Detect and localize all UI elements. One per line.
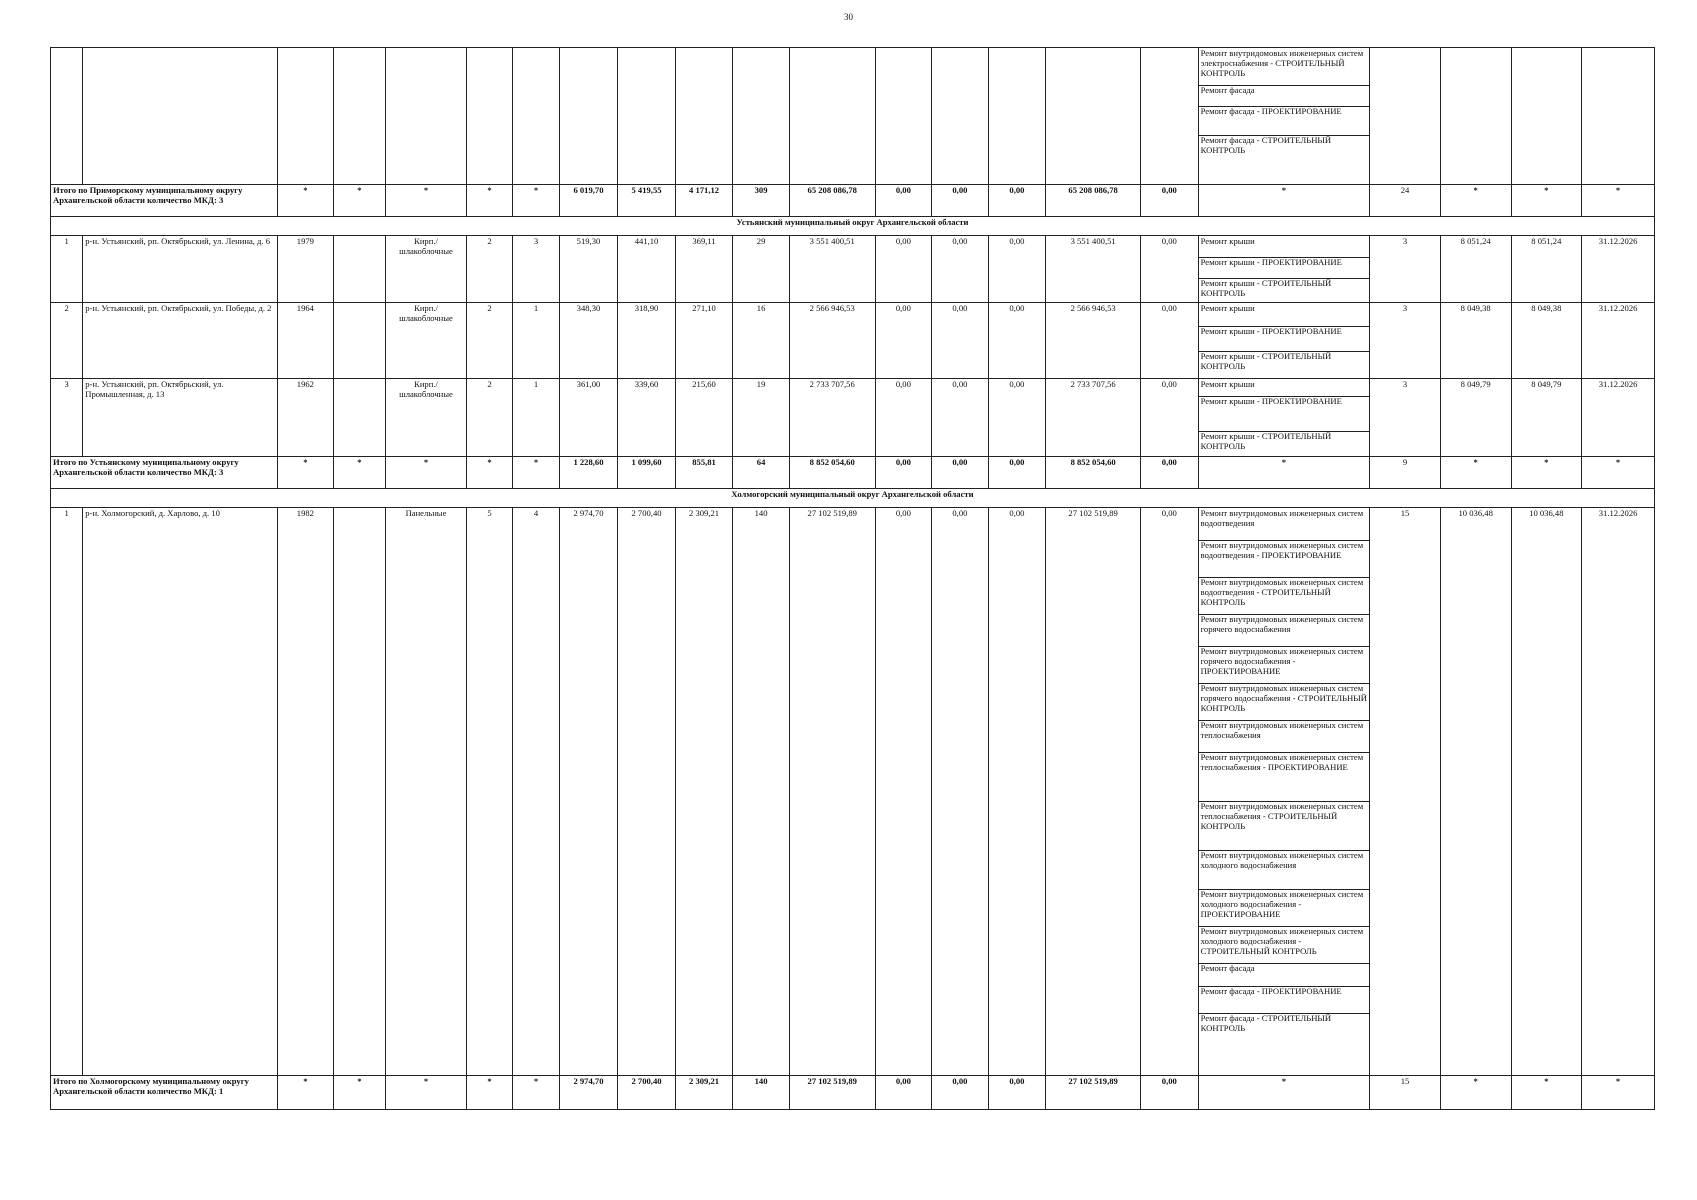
private-area: 4 171,12 [675, 185, 733, 217]
star-cell: * [1511, 457, 1582, 489]
total-row-ustyansky [51, 457, 1655, 489]
residents: 16 [733, 303, 790, 379]
unit-cost: 8 049,38 [1440, 303, 1511, 379]
work-item: Ремонт внутридомовых инженерных систем горячего водоснабжения - СТРОИТЕЛЬНЫЙ КОНТРОЛЬ [1199, 684, 1370, 721]
work-item: Ремонт внутридомовых инженерных систем холодного водоснабжения [1199, 851, 1370, 890]
star-cell: * [1440, 185, 1511, 217]
private-area: 369,11 [675, 236, 733, 303]
entrances: 3 [513, 236, 559, 303]
work-item: Ремонт крыши - ПРОЕКТИРОВАНИЕ [1199, 327, 1370, 352]
work-item: Ремонт крыши - СТРОИТЕЛЬНЫЙ КОНТРОЛЬ [1200, 431, 1332, 451]
work-item: Ремонт внутридомовых инженерных систем теплоснабжения - СТРОИТЕЛЬНЫЙ КОНТРОЛЬ [1199, 802, 1370, 851]
deadline: 31.12.2026 [1582, 508, 1655, 1076]
house-row [51, 236, 1655, 303]
total-area: 1 228,60 [559, 457, 618, 489]
star-cell: * [1198, 457, 1370, 489]
living-area: 2 700,40 [618, 1076, 676, 1110]
private-area: 2 309,21 [675, 508, 733, 1076]
unit-cost: 8 051,24 [1440, 236, 1511, 303]
cost: 2 733 707,56 [789, 379, 875, 457]
amount: 0,00 [1141, 508, 1199, 1076]
year: 1962 [278, 379, 334, 457]
residents: 309 [733, 185, 790, 217]
star-cell: * [333, 185, 385, 217]
amount: 0,00 [988, 236, 1046, 303]
total-area: 6 019,70 [559, 185, 618, 217]
residents: 19 [733, 379, 790, 457]
amount: 0,00 [932, 457, 989, 489]
work-item: Ремонт фасада - СТРОИТЕЛЬНЫЙ КОНТРОЛЬ [1200, 135, 1332, 155]
work-item: Ремонт фасада [1199, 86, 1370, 107]
residents: 140 [733, 508, 790, 1076]
amount: 0,00 [932, 508, 989, 1076]
cost: 65 208 086,78 [1046, 185, 1141, 217]
star-cell: * [386, 1076, 467, 1110]
amount: 0,00 [988, 508, 1046, 1076]
total-label: Итого по Устьянскому муниципальному округу Архангельской области количество МКД: 3 [51, 457, 278, 489]
unit-cost: 8 049,79 [1440, 379, 1511, 457]
work-item: Ремонт внутридомовых инженерных систем водоотведения - СТРОИТЕЛЬНЫЙ КОНТРОЛЬ [1199, 578, 1370, 615]
row-number: 3 [51, 379, 83, 457]
private-area: 271,10 [675, 303, 733, 379]
amount: 0,00 [875, 236, 932, 303]
year: 1964 [278, 303, 334, 379]
total-area: 519,30 [559, 236, 618, 303]
floors: 2 [466, 303, 512, 379]
total-label: Итого по Приморскому муниципальному округу Архангельской области количество МКД: 3 [51, 185, 278, 217]
page-number: 30 [844, 12, 853, 22]
work-item: Ремонт крыши - ПРОЕКТИРОВАНИЕ [1199, 397, 1370, 432]
work-item: Ремонт крыши [1199, 380, 1370, 397]
address: р-н. Устьянский, рп. Октябрьский, ул. Ленина, д. 6 [83, 236, 278, 303]
private-area: 855,81 [675, 457, 733, 489]
star-cell: * [1198, 1076, 1370, 1110]
works-cell [1198, 48, 1370, 185]
work-item: Ремонт внутридомовых инженерных систем холодного водоснабжения - ПРОЕКТИРОВАНИЕ [1199, 890, 1370, 927]
star-cell: * [1582, 1076, 1655, 1110]
star-cell: * [1582, 457, 1655, 489]
works-count: 24 [1370, 185, 1441, 217]
section-header [51, 489, 1655, 508]
works-count: 15 [1370, 508, 1441, 1076]
section-title: Устьянский муниципальный округ Архангельской области [51, 217, 1655, 236]
amount: 0,00 [932, 1076, 989, 1110]
row-number: 1 [51, 236, 83, 303]
star-cell: * [1440, 457, 1511, 489]
repair-register-table [50, 47, 1655, 1110]
house-row [51, 303, 1655, 379]
residents: 64 [733, 457, 790, 489]
residents: 140 [733, 1076, 790, 1110]
star-cell: * [333, 1076, 385, 1110]
house-row [51, 379, 1655, 457]
amount: 0,00 [988, 185, 1046, 217]
cost: 2 566 946,53 [1046, 303, 1141, 379]
deadline: 31.12.2026 [1582, 303, 1655, 379]
star-cell: * [1511, 185, 1582, 217]
total-label: Итого по Холмогорскому муниципальному округу Архангельской области количество МКД: 1 [51, 1076, 278, 1110]
living-area: 2 700,40 [618, 508, 676, 1076]
work-item: Ремонт фасада [1199, 964, 1370, 987]
work-item: Ремонт фасада - ПРОЕКТИРОВАНИЕ [1199, 987, 1370, 1014]
deadline: 31.12.2026 [1582, 379, 1655, 457]
star-cell: * [1440, 1076, 1511, 1110]
work-item: Ремонт крыши - СТРОИТЕЛЬНЫЙ КОНТРОЛЬ [1200, 278, 1332, 298]
star-cell: * [1198, 185, 1370, 217]
star-cell: * [466, 185, 512, 217]
address: р-н. Устьянский, рп. Октябрьский, ул. Промышленная, д. 13 [83, 379, 278, 457]
work-item: Ремонт внутридомовых инженерных систем водоотведения [1199, 509, 1370, 541]
year: 1979 [278, 236, 334, 303]
floors: 2 [466, 379, 512, 457]
total-row-kholmogorsky [51, 1076, 1655, 1110]
house-row [51, 508, 1655, 1076]
star-cell: * [466, 457, 512, 489]
living-area: 318,90 [618, 303, 676, 379]
continuation-row [51, 48, 1655, 185]
section-header [51, 217, 1655, 236]
amount: 0,00 [932, 379, 989, 457]
work-item: Ремонт внутридомовых инженерных систем холодного водоснабжения - СТРОИТЕЛЬНЫЙ КОНТРОЛЬ [1199, 927, 1370, 964]
star-cell: * [1511, 1076, 1582, 1110]
works-cell [1198, 379, 1370, 457]
amount: 0,00 [988, 379, 1046, 457]
total-row-primorsky [51, 185, 1655, 217]
works-cell [1198, 236, 1370, 303]
cost: 3 551 400,51 [789, 236, 875, 303]
work-item: Ремонт внутридомовых инженерных систем горячего водоснабжения - ПРОЕКТИРОВАНИЕ [1199, 647, 1370, 684]
amount: 0,00 [932, 303, 989, 379]
work-item: Ремонт внутридомовых инженерных систем водоотведения - ПРОЕКТИРОВАНИЕ [1199, 541, 1370, 578]
amount: 0,00 [875, 1076, 932, 1110]
work-item: Ремонт внутридомовых инженерных систем теплоснабжения [1199, 721, 1370, 753]
row-number: 1 [51, 508, 83, 1076]
star-cell: * [513, 457, 559, 489]
amount: 0,00 [875, 457, 932, 489]
star-cell: * [466, 1076, 512, 1110]
max-cost: 10 036,48 [1511, 508, 1582, 1076]
floors: 5 [466, 508, 512, 1076]
section-title: Холмогорский муниципальный округ Архангельской области [51, 489, 1655, 508]
work-item: Ремонт внутридомовых инженерных систем электроснабжения - СТРОИТЕЛЬНЫЙ КОНТРОЛЬ [1199, 49, 1370, 86]
cost: 8 852 054,60 [789, 457, 875, 489]
star-cell: * [1582, 185, 1655, 217]
cost: 27 102 519,89 [789, 1076, 875, 1110]
cost: 27 102 519,89 [1046, 1076, 1141, 1110]
star-cell: * [386, 457, 467, 489]
total-area: 348,30 [559, 303, 618, 379]
star-cell: * [386, 185, 467, 217]
work-item: Ремонт крыши [1199, 304, 1370, 327]
amount: 0,00 [1141, 379, 1199, 457]
cost: 2 566 946,53 [789, 303, 875, 379]
amount: 0,00 [1141, 303, 1199, 379]
amount: 0,00 [1141, 236, 1199, 303]
private-area: 215,60 [675, 379, 733, 457]
floors: 2 [466, 236, 512, 303]
total-area: 2 974,70 [559, 1076, 618, 1110]
entrances: 1 [513, 379, 559, 457]
amount: 0,00 [932, 185, 989, 217]
max-cost: 8 051,24 [1511, 236, 1582, 303]
max-cost: 8 049,79 [1511, 379, 1582, 457]
cost: 8 852 054,60 [1046, 457, 1141, 489]
wall-material: Кирп./ шлакоблочные [386, 379, 467, 457]
cost: 27 102 519,89 [1046, 508, 1141, 1076]
star-cell: * [278, 457, 334, 489]
star-cell: * [278, 1076, 334, 1110]
amount: 0,00 [875, 303, 932, 379]
total-area: 2 974,70 [559, 508, 618, 1076]
works-count: 15 [1370, 1076, 1441, 1110]
cost: 65 208 086,78 [789, 185, 875, 217]
works-count: 3 [1370, 303, 1441, 379]
amount: 0,00 [1141, 1076, 1199, 1110]
residents: 29 [733, 236, 790, 303]
row-number: 2 [51, 303, 83, 379]
cost: 3 551 400,51 [1046, 236, 1141, 303]
star-cell: * [513, 185, 559, 217]
living-area: 441,10 [618, 236, 676, 303]
amount: 0,00 [988, 303, 1046, 379]
work-item: Ремонт фасада - ПРОЕКТИРОВАНИЕ [1199, 107, 1370, 136]
work-item: Ремонт внутридомовых инженерных систем теплоснабжения - ПРОЕКТИРОВАНИЕ [1199, 753, 1370, 802]
work-item: Ремонт крыши - ПРОЕКТИРОВАНИЕ [1199, 258, 1370, 279]
wall-material: Панельные [386, 508, 467, 1076]
entrances: 1 [513, 303, 559, 379]
work-item: Ремонт крыши [1199, 237, 1370, 258]
works-count: 3 [1370, 379, 1441, 457]
total-area: 361,00 [559, 379, 618, 457]
work-item: Ремонт внутридомовых инженерных систем горячего водоснабжения [1199, 615, 1370, 647]
private-area: 2 309,21 [675, 1076, 733, 1110]
deadline: 31.12.2026 [1582, 236, 1655, 303]
amount: 0,00 [1141, 185, 1199, 217]
amount: 0,00 [875, 185, 932, 217]
amount: 0,00 [988, 1076, 1046, 1110]
wall-material: Кирп./ шлакоблочные [386, 236, 467, 303]
year: 1982 [278, 508, 334, 1076]
amount: 0,00 [875, 379, 932, 457]
living-area: 5 419,55 [618, 185, 676, 217]
max-cost: 8 049,38 [1511, 303, 1582, 379]
cost: 2 733 707,56 [1046, 379, 1141, 457]
star-cell: * [278, 185, 334, 217]
star-cell: * [333, 457, 385, 489]
entrances: 4 [513, 508, 559, 1076]
work-item: Ремонт крыши - СТРОИТЕЛЬНЫЙ КОНТРОЛЬ [1200, 351, 1332, 371]
amount: 0,00 [1141, 457, 1199, 489]
address: р-н. Холмогорский, д. Харлово, д. 10 [83, 508, 278, 1076]
amount: 0,00 [932, 236, 989, 303]
works-count: 3 [1370, 236, 1441, 303]
work-item: Ремонт фасада - СТРОИТЕЛЬНЫЙ КОНТРОЛЬ [1200, 1013, 1332, 1033]
address: р-н. Устьянский, рп. Октябрьский, ул. Победы, д. 2 [83, 303, 278, 379]
works-cell [1198, 303, 1370, 379]
unit-cost: 10 036,48 [1440, 508, 1511, 1076]
living-area: 1 099,60 [618, 457, 676, 489]
works-count: 9 [1370, 457, 1441, 489]
amount: 0,00 [875, 508, 932, 1076]
cost: 27 102 519,89 [789, 508, 875, 1076]
amount: 0,00 [988, 457, 1046, 489]
living-area: 339,60 [618, 379, 676, 457]
works-cell [1198, 508, 1370, 1076]
wall-material: Кирп./ шлакоблочные [386, 303, 467, 379]
star-cell: * [513, 1076, 559, 1110]
